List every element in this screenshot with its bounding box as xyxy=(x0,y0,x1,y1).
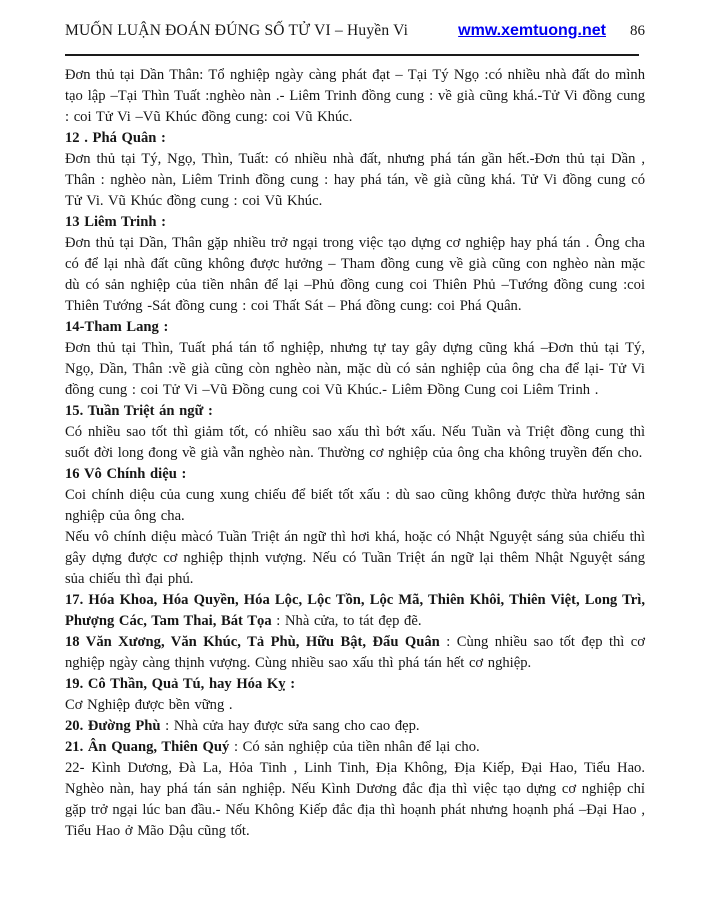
paragraph-17-hoa-khoa xyxy=(65,590,645,632)
heading-15-tuan-triet xyxy=(65,401,645,422)
heading-12-pha-quan xyxy=(65,128,645,149)
text-segment: Đơn thủ tại Dần, Thân gặp nhiều trở ngại trong việc tạo dựng cơ nghiệp hay phá tán . Ông cha có để lại nhà đất cũng không được hưởng – Tham đồng cung về già cũng con nghèo nàn mặc dù có sản nghiệp của tiền nhân để lại –Phủ đồng cung coi Thiên Phủ –Tướng đồng cung :coi Thiên Tướng -Sát đồng cung : coi Thất Sát – Phá đồng cung: coi Phá Quân. xyxy=(65,235,645,314)
text-segment: Cơ Nghiệp được bền vững . xyxy=(65,697,233,713)
text-segment: Nếu vô chính diệu màcó Tuần Triệt án ngữ thì hơi khá, hoặc có Nhật Nguyệt sáng sủa chiếu thì gây dựng được cơ nghiệp thịnh vượng. Nếu có Tuần Triệt án ngữ lại thêm Nhật Nguyệt sáng sủa chiếu thì đại phú. xyxy=(65,529,645,587)
bold-text-segment: 12 . Phá Quân : xyxy=(65,130,166,146)
page-number: 86 xyxy=(630,23,645,39)
paragraph-21-an-quang xyxy=(65,737,645,758)
paragraph-12-body xyxy=(65,149,645,212)
text-segment: Đơn thủ tại Dần Thân: Tổ nghiệp ngày càng phát đạt – Tại Tý Ngọ :có nhiều nhà đất do mình tạo lập –Tại Thìn Tuất :nghèo nàn .- Liêm Trinh đồng cung : về già cũng khá.-Tử Vi đồng cung : coi Tử Vi –Vũ Khúc đồng cung: coi Vũ Khúc. xyxy=(65,67,645,125)
heading-16-vo-chinh-dieu xyxy=(65,464,645,485)
paragraph-20-duong-phu xyxy=(65,716,645,737)
header-divider xyxy=(65,54,639,56)
text-segment: : Cùng nhiều sao tốt đẹp thì cơ nghiệp ngày càng thịnh vượng. Cùng nhiều sao xấu thì phá tán hết cơ nghiệp. xyxy=(65,634,646,671)
paragraph-16-body-1 xyxy=(65,485,645,527)
paragraph-11-don-thu xyxy=(65,65,645,128)
paragraph-15-body xyxy=(65,422,645,464)
text-segment: : Nhà cửa, to tát đẹp đẽ. xyxy=(271,613,422,629)
paragraph-13-body xyxy=(65,233,645,317)
text-segment: Đơn thủ tại Tý, Ngọ, Thìn, Tuất: có nhiều nhà đất, nhưng phá tán gần hết.-Đơn thủ tại Dần , Thân : nghèo nàn, Liêm Trinh đồng cung : hay phá tán, về già cũng khá. Tử Vi đồng cung có Tử Vi. Vũ Khúc đồng cung : coi Vũ Khúc. xyxy=(65,151,645,209)
paragraph-22-kinh-duong xyxy=(65,758,645,842)
paragraph-14-body xyxy=(65,338,645,401)
paragraph-16-body-2 xyxy=(65,527,645,590)
text-segment: Coi chính diệu của cung xung chiếu để biết tốt xấu : dù sao cũng không được thừa hưởng sản nghiệp của ông cha. xyxy=(65,487,645,524)
bold-text-segment: 13 Liêm Trinh : xyxy=(65,214,166,230)
bold-text-segment: 16 Vô Chính diệu : xyxy=(65,466,187,482)
text-segment: : Nhà cửa hay được sửa sang cho cao đẹp. xyxy=(160,718,420,734)
bold-text-segment: 14-Tham Lang : xyxy=(65,319,169,335)
paragraph-19-body xyxy=(65,695,645,716)
header-right xyxy=(458,20,645,42)
page-header xyxy=(65,20,645,42)
document-body xyxy=(65,65,645,842)
text-segment: 22- Kình Dương, Đà La, Hỏa Tinh , Linh Tinh, Địa Không, Địa Kiếp, Đại Hao, Tiểu Hao. Nghèo nàn, hay phá tán sản nghiệp. Nếu Kình Dương đắc địa thì việc tạo dựng cơ nghiệp chỉ gặp trở ngại lúc ban đầu.- Nếu Không Kiếp đắc địa thì hoạnh phát nhưng hoạnh phá –Đại Hao , Tiểu Hao ở Mão Dậu cũng tốt. xyxy=(65,760,645,839)
book-title: MUỐN LUẬN ĐOÁN ĐÚNG SỐ TỬ VI – Huyền Vi xyxy=(65,22,409,39)
bold-text-segment: 21. Ân Quang, Thiên Quý xyxy=(65,739,230,755)
paragraph-18-van-xuong xyxy=(65,632,645,674)
text-segment: Đơn thủ tại Thìn, Tuất phá tán tổ nghiệp, nhưng tự tay gây dựng cũng khá –Đơn thủ tại Tý, Ngọ, Dần, Thân :về già cũng còn nghèo nàn, mặc dù có sản nghiệp của ông cha để lại- Tử Vi đồng cung : coi Tử Vi –Vũ Đồng cung coi Vũ Khúc.- Liêm Đồng Cung coi Liêm Trinh . xyxy=(65,340,645,398)
bold-text-segment: 15. Tuần Triệt án ngữ : xyxy=(65,403,213,419)
heading-13-liem-trinh xyxy=(65,212,645,233)
website-link[interactable]: wmw.xemtuong.net xyxy=(458,22,606,39)
bold-text-segment: 17. Hóa Khoa, Hóa Quyền, Hóa Lộc, Lộc Tồn, Lộc Mã, Thiên Khôi, Thiên Việt, Long Trì, Phượng Các, Tam Thai, Bát Tọa xyxy=(65,592,645,629)
heading-19-co-than xyxy=(65,674,645,695)
text-segment: Có nhiều sao tốt thì giảm tốt, có nhiều sao xấu thì bớt xấu. Nếu Tuần và Triệt đồng cung thì suốt đời long đong về già vẫn nghèo nàn. Thường cơ nghiệp của ông cha không truyền đến cho. xyxy=(65,424,645,461)
text-segment: : Có sản nghiệp của tiền nhân để lại cho. xyxy=(229,739,480,755)
bold-text-segment: 19. Cô Thần, Quả Tú, hay Hóa Kỵ : xyxy=(65,676,296,692)
heading-14-tham-lang xyxy=(65,317,645,338)
bold-text-segment: 20. Đường Phù xyxy=(65,718,161,734)
bold-text-segment: 18 Văn Xương, Văn Khúc, Tả Phù, Hữu Bật, Đẩu Quân xyxy=(65,634,440,650)
